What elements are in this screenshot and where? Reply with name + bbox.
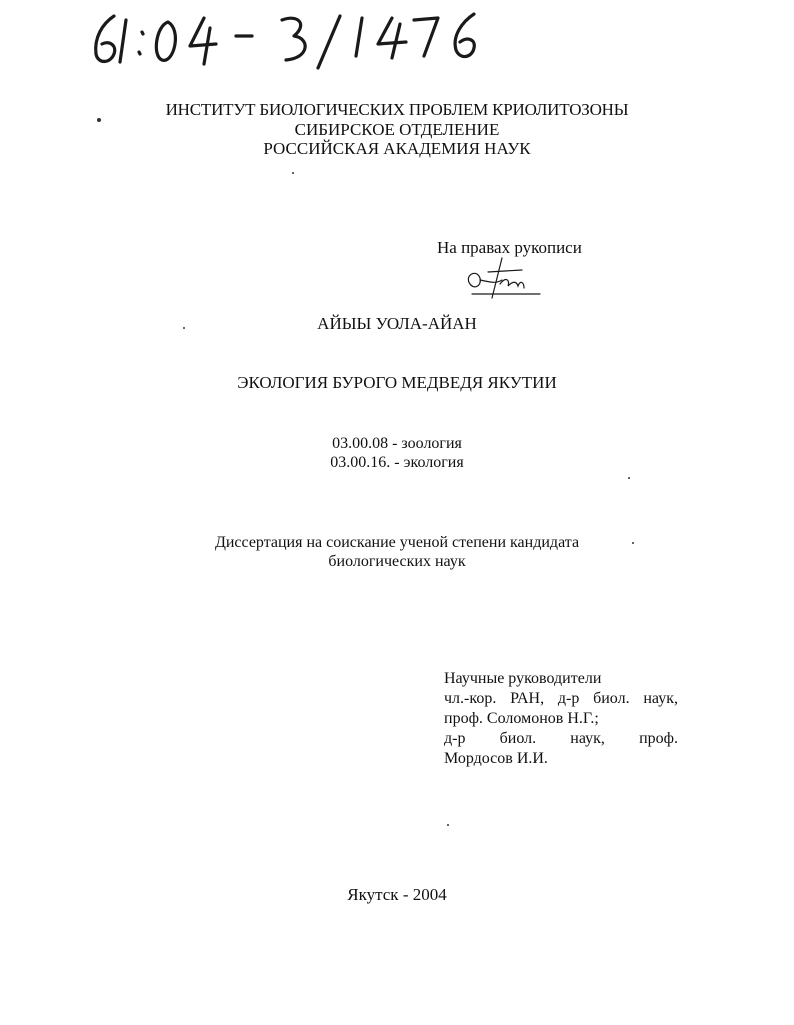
degree-field: биологических наук bbox=[328, 553, 466, 570]
scan-speck bbox=[97, 118, 101, 122]
supervisor-1-name: проф. Соломонов Н.Г.; bbox=[444, 710, 599, 727]
degree-statement: Диссертация на соискание ученой степени кандидата bbox=[214, 534, 580, 551]
institution-name: ИНСТИТУТ БИОЛОГИЧЕСКИХ ПРОБЛЕМ КРИОЛИТОЗОНЫ bbox=[165, 100, 629, 119]
supervisors-heading: Научные руководители bbox=[444, 670, 602, 687]
supervisors-block bbox=[444, 669, 678, 769]
rights-note: На правах рукописи bbox=[437, 238, 582, 257]
specialty-zoology: 03.00.08 - зоология bbox=[332, 435, 462, 452]
scan-speck bbox=[183, 327, 185, 329]
signature-drawing bbox=[462, 254, 542, 302]
scan-speck bbox=[628, 477, 630, 479]
supervisor-2-name: Мордосов И.И. bbox=[444, 750, 548, 767]
handwritten-archive-number bbox=[86, 6, 486, 70]
scan-speck bbox=[632, 542, 634, 544]
author-name: АЙЫЫ УОЛА-АЙАН bbox=[317, 314, 477, 333]
scan-speck bbox=[447, 824, 449, 826]
handwritten-number-drawing bbox=[86, 6, 486, 70]
supervisor-2-title: д-р биол. наук, проф. bbox=[444, 730, 678, 747]
institution-division: СИБИРСКОЕ ОТДЕЛЕНИЕ bbox=[294, 120, 500, 139]
specialty-ecology: 03.00.16. - экология bbox=[330, 454, 464, 471]
scan-speck bbox=[292, 172, 294, 174]
institution-academy: РОССИЙСКАЯ АКАДЕМИЯ НАУК bbox=[263, 139, 531, 158]
author-signature bbox=[462, 254, 542, 302]
supervisor-1-title: чл.-кор. РАН, д-р биол. наук, bbox=[444, 690, 678, 707]
dissertation-title: ЭКОЛОГИЯ БУРОГО МЕДВЕДЯ ЯКУТИИ bbox=[237, 373, 557, 392]
city-and-year: Якутск - 2004 bbox=[347, 885, 447, 904]
